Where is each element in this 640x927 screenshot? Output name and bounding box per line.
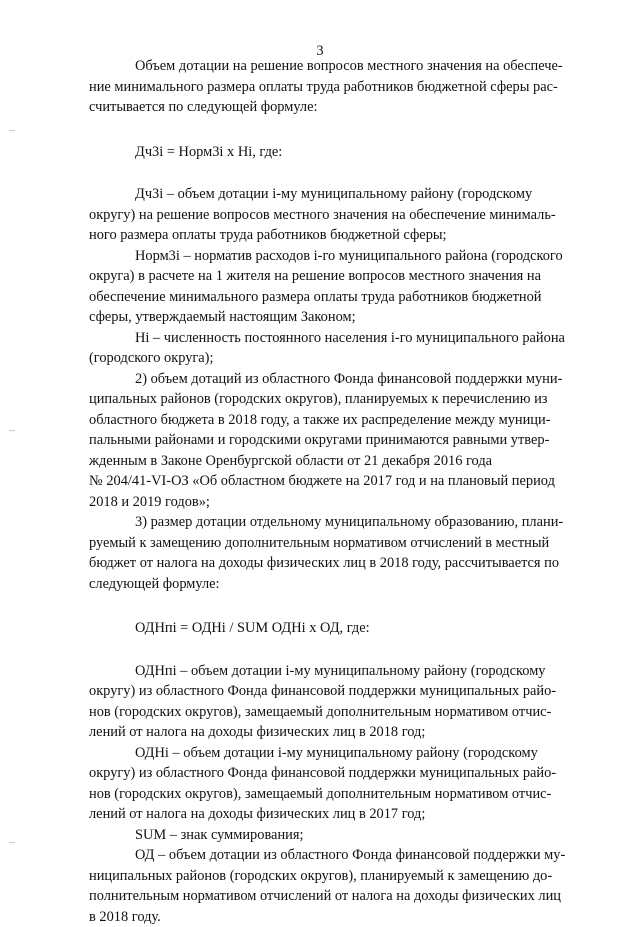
scan-mark [9, 430, 15, 431]
intro-paragraph: Объем дотации на решение вопросов местного значения на обеспече- ние минимального размера оплаты труда работников бюджетной сферы рас- считывается по следующей формуле: [89, 58, 563, 115]
definition-dch3: Дч3i – объем дотации i-му муниципальному району (городскому округу) на решение вопросов местного значения на обеспечение минималь- ного размера оплаты труда работников бюджетной сферы; [89, 186, 556, 243]
item-3-paragraph: 3) размер дотации отдельному муниципальному образованию, плани- руемый к замещению дополнительным нормативом отчислений в местный бюджет от налога на доходы физических лиц в 2018 году, рассчитывается по следующей формуле: [89, 514, 564, 592]
page-number: 3 [316, 43, 324, 59]
scan-mark [9, 842, 15, 843]
definition-odn: ОДНi – объем дотации i-му муниципальному району (городскому округу) из областного Фонда финансовой поддержки муниципальных райо- нов (городских округов), замещаемый дополнительным нормативом отчис- лений от налога на доходы физических лиц в 2017 год; [89, 744, 557, 822]
definition-norm3: Норм3i – норматив расходов i-го муниципального района (городского округа) в расчете на 1 жителя на решение вопросов местного значения на обеспечение минимального размера оплаты труда работников бюджетной сферы, утверждаемый настоящим Законом; [89, 247, 563, 325]
definition-odnp: ОДНпi – объем дотации i-му муниципальному району (городскому округу) из областного Фонда финансовой поддержки муниципальных райо- нов (городских округов), замещаемый дополнительным нормативом отчис- лений от налога на доходы физических лиц в 2018 год; [89, 662, 557, 740]
item-2-paragraph: 2) объем дотаций из областного Фонда финансовой поддержки муни- ципальных районов (городских округов), планируемых к перечислению из областного бюджета в 2018 году, а также их распределение между муници- пальными районами и городскими округами принимаются равными утвер- жденным в Законе Оренбургской области от 21 декабря 2016 года № 204/41-VI-ОЗ «Об областном бюджете на 2017 год и на плановый период 2018 и 2019 годов»; [89, 370, 563, 510]
definition-ni: Нi – численность постоянного населения i-го муниципального района (городского округа); [89, 329, 565, 366]
definition-od: ОД – объем дотации из областного Фонда финансовой поддержки му- ниципальных районов (городских округов), планируемый к замещению до- полнительным нормативом отчислений от налога на доходы физических лиц в 2018 году. [89, 847, 566, 925]
scan-mark [9, 130, 15, 131]
formula-dch3: Дч3i = Норм3i х Нi, где: [135, 143, 283, 160]
formula-odnp: ОДНпi = ОДНi / SUM ОДНi х ОД, где: [135, 620, 370, 636]
definition-sum: SUM – знак суммирования; [135, 826, 304, 843]
document-body [89, 56, 587, 927]
